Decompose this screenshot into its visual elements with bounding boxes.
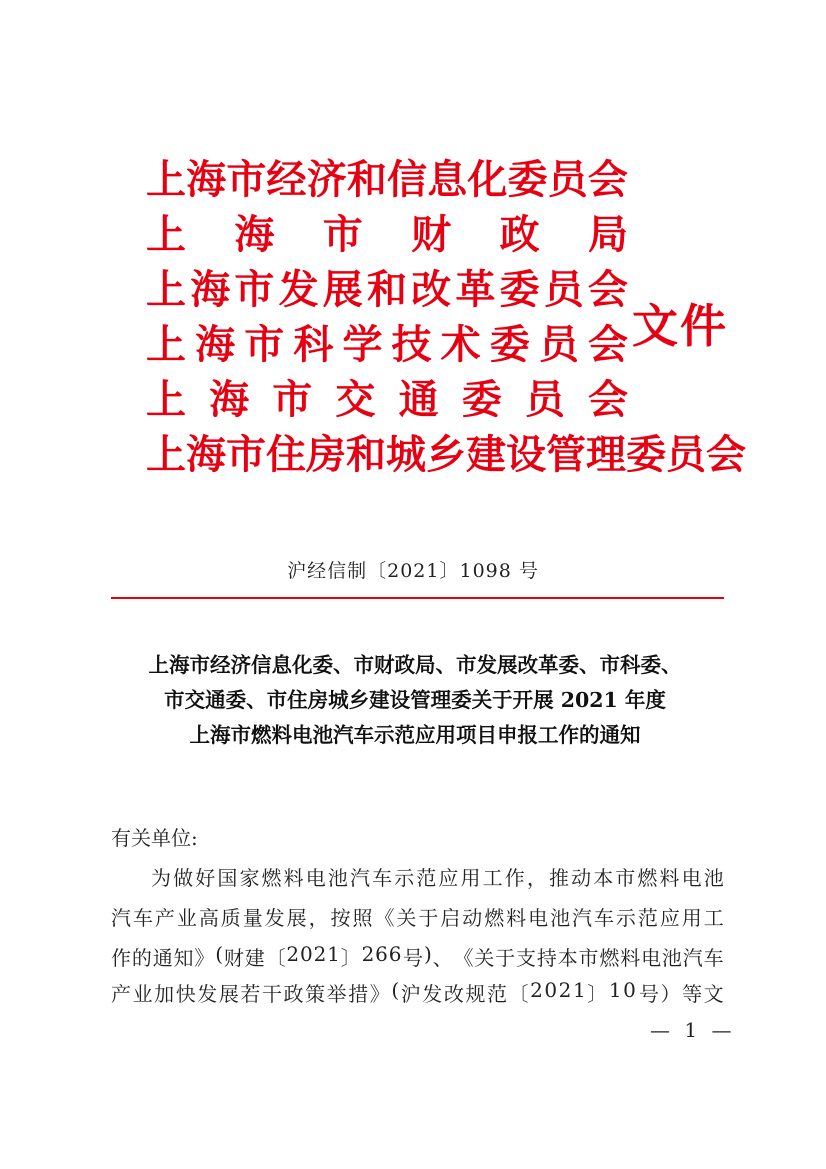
glyph: 示 [615, 906, 636, 930]
glyph: 革 [455, 266, 496, 313]
glyph: 料 [506, 906, 527, 930]
glyph: 范 [416, 866, 437, 890]
glyph: 员 [524, 376, 565, 423]
glyph: 做 [173, 866, 194, 890]
glyph: 工 [482, 866, 503, 890]
glyph: 电 [528, 906, 549, 930]
glyph: 上 [146, 211, 186, 258]
glyph: 产 [111, 982, 131, 1006]
glyph: 于 [495, 946, 516, 970]
glyph: 动 [462, 906, 483, 930]
glyph: 2 [286, 942, 300, 966]
glyph: 术 [440, 321, 481, 368]
glyph: ， [308, 906, 329, 930]
glyph: 燃 [637, 866, 658, 890]
glyph: 电 [305, 866, 326, 890]
page-number: — 1 — [650, 1018, 736, 1042]
glyph: 等 [682, 982, 703, 1006]
issuer-line [146, 427, 746, 482]
glyph: 业 [132, 982, 153, 1006]
glyph: 会 [587, 321, 628, 368]
title-line: 上海市经济信息化委、市财政局、市发展改革委、市科委、 [148, 653, 682, 677]
glyph: 好 [195, 866, 216, 890]
notice-title [100, 648, 730, 753]
glyph: 加 [154, 982, 175, 1006]
glyph: 范 [637, 906, 658, 930]
glyph: 和 [346, 156, 387, 203]
glyph: 用 [460, 866, 481, 890]
glyph: ) [423, 942, 432, 966]
glyph: 的 [131, 946, 152, 970]
glyph: 展 [218, 982, 239, 1006]
glyph: 作 [504, 866, 525, 890]
glyph: 市 [578, 946, 599, 970]
glyph: 示 [394, 866, 415, 890]
glyph: 政 [499, 211, 540, 258]
glyph: 质 [220, 906, 241, 930]
glyph: 通 [152, 946, 173, 970]
glyph: 市 [615, 866, 636, 890]
glyph: 《 [453, 946, 474, 970]
glyph: 通 [398, 376, 439, 423]
glyph: 6 [388, 942, 402, 966]
glyph: 息 [427, 156, 468, 203]
glyph: 动 [571, 866, 592, 890]
red-divider [111, 597, 724, 599]
glyph: 员 [666, 431, 706, 478]
glyph: 上 [146, 321, 186, 368]
glyph: 和 [366, 266, 407, 313]
glyph: 上 [146, 431, 186, 478]
issuer-line [146, 152, 628, 207]
glyph: 本 [557, 946, 578, 970]
glyph: 2 [530, 978, 543, 1002]
glyph: 沪 [400, 982, 421, 1006]
glyph: 城 [386, 431, 426, 478]
glyph: 海 [186, 156, 227, 203]
glyph: 海 [195, 321, 236, 368]
glyph: 住 [266, 431, 306, 478]
issuer-line [146, 262, 628, 317]
glyph: 家 [239, 866, 260, 890]
glyph: 汽 [349, 866, 370, 890]
glyph: 〔 [508, 982, 529, 1006]
glyph: 池 [327, 866, 348, 890]
title-line: 上海市燃料电池汽车示范应用项目申报工作的通知 [189, 723, 641, 747]
glyph: 关 [396, 906, 417, 930]
glyph: 照 [352, 906, 373, 930]
glyph: 量 [242, 906, 263, 930]
glyph: 海 [186, 431, 226, 478]
glyph: 设 [506, 431, 546, 478]
glyph: 》 [194, 946, 215, 970]
glyph: 发 [278, 266, 319, 313]
glyph: 持 [536, 946, 557, 970]
glyph: 干 [261, 982, 282, 1006]
glyph: 车 [372, 866, 393, 890]
issuer-line [146, 207, 628, 262]
glyph: 0 [623, 978, 636, 1002]
glyph: ( [215, 942, 224, 966]
glyph: 池 [703, 866, 724, 890]
glyph: 市 [244, 321, 285, 368]
glyph: 国 [217, 866, 238, 890]
glyph: 委 [499, 266, 540, 313]
glyph: ， [526, 866, 547, 890]
glyph: 委 [507, 156, 548, 203]
glyph: 车 [132, 906, 153, 930]
glyph: 2 [558, 978, 572, 1002]
glyph: 理 [586, 431, 626, 478]
glyph: 财 [223, 946, 244, 970]
glyph: 员 [543, 266, 584, 313]
glyph: 规 [465, 982, 486, 1006]
glyph: 会 [706, 431, 746, 478]
glyph: 工 [703, 906, 724, 930]
glyph: 建 [466, 431, 506, 478]
glyph: 委 [626, 431, 666, 478]
body-line [111, 902, 724, 931]
glyph: 应 [438, 866, 459, 890]
glyph: 委 [461, 376, 502, 423]
glyph: 市 [272, 376, 313, 423]
glyph: 车 [703, 946, 724, 970]
glyph: ( [391, 978, 400, 1002]
glyph: 高 [198, 906, 219, 930]
glyph: 〔 [265, 946, 286, 970]
glyph: 》 [369, 982, 390, 1006]
glyph: 济 [306, 156, 347, 203]
glyph: 产 [154, 906, 175, 930]
glyph: 快 [175, 982, 196, 1006]
glyph: 上 [146, 266, 186, 313]
glyph: 〕 [587, 982, 608, 1006]
glyph: 会 [587, 376, 628, 423]
glyph: 汽 [111, 906, 131, 930]
glyph: 作 [111, 946, 131, 970]
glyph: 料 [659, 866, 680, 890]
glyph: 为 [151, 866, 171, 890]
glyph: 号 [638, 982, 659, 1006]
glyph: 燃 [484, 906, 505, 930]
glyph: 员 [547, 156, 588, 203]
glyph: 市 [226, 156, 267, 203]
document-label: 文件 [632, 299, 728, 353]
glyph: 改 [411, 266, 452, 313]
glyph: 市 [234, 266, 275, 313]
glyph: 上 [146, 376, 186, 423]
glyph: 展 [286, 906, 307, 930]
glyph: 0 [299, 942, 313, 966]
body-line [111, 978, 724, 1007]
glyph: 料 [283, 866, 304, 890]
glyph: 员 [538, 321, 579, 368]
glyph: 措 [348, 982, 369, 1006]
body-line [111, 942, 724, 971]
glyph: 燃 [599, 946, 620, 970]
glyph: 会 [587, 156, 628, 203]
glyph: 池 [661, 946, 682, 970]
glyph: 汽 [572, 906, 593, 930]
glyph: 按 [330, 906, 351, 930]
glyph: 电 [641, 946, 662, 970]
glyph: 6 [375, 942, 388, 966]
glyph: 管 [546, 431, 586, 478]
glyph: 发 [197, 982, 218, 1006]
glyph: 业 [176, 906, 197, 930]
glyph: 、 [432, 946, 453, 970]
glyph: 燃 [261, 866, 282, 890]
glyph: 策 [305, 982, 326, 1006]
glyph: 海 [209, 376, 250, 423]
glyph: 委 [489, 321, 530, 368]
glyph: 学 [342, 321, 383, 368]
glyph: 经 [266, 156, 307, 203]
glyph: 局 [587, 211, 628, 258]
glyph: 2 [313, 942, 327, 966]
issuer-line [146, 372, 628, 427]
glyph: 用 [681, 906, 702, 930]
glyph: 科 [293, 321, 334, 368]
glyph: 汽 [682, 946, 703, 970]
glyph: 财 [411, 211, 452, 258]
glyph: 号 [403, 946, 424, 970]
glyph: 知 [173, 946, 194, 970]
glyph: 发 [264, 906, 285, 930]
glyph: 技 [391, 321, 432, 368]
salutation: 有关单位: [111, 826, 198, 850]
glyph: 1 [327, 942, 340, 966]
glyph: 会 [587, 266, 628, 313]
glyph: 发 [422, 982, 443, 1006]
glyph: 市 [226, 431, 266, 478]
glyph: 建 [244, 946, 265, 970]
glyph: 展 [322, 266, 363, 313]
glyph: ） [660, 982, 681, 1006]
glyph: 于 [418, 906, 439, 930]
glyph: 2 [361, 942, 375, 966]
glyph: 支 [516, 946, 537, 970]
glyph: 乡 [426, 431, 466, 478]
glyph: 料 [620, 946, 641, 970]
glyph: 交 [335, 376, 376, 423]
glyph: 池 [550, 906, 571, 930]
glyph: 关 [474, 946, 495, 970]
glyph: 改 [443, 982, 464, 1006]
document-number: 沪经信制〔2021〕1098 号 [287, 560, 539, 582]
glyph: 电 [681, 866, 702, 890]
glyph: 化 [467, 156, 508, 203]
glyph: 0 [544, 978, 558, 1002]
glyph: 海 [234, 211, 275, 258]
glyph: 海 [190, 266, 231, 313]
glyph: 政 [283, 982, 304, 1006]
glyph: 和 [346, 431, 386, 478]
glyph: 范 [486, 982, 507, 1006]
title-line: 市交通委、市住房城乡建设管理委关于开展 2021 年度 [164, 688, 666, 712]
glyph: 文 [703, 982, 724, 1006]
glyph: 1 [572, 978, 586, 1002]
glyph: 本 [593, 866, 614, 890]
glyph: 推 [548, 866, 569, 890]
glyph: 应 [659, 906, 680, 930]
glyph: 信 [387, 156, 428, 203]
glyph: 《 [374, 906, 395, 930]
body-line [151, 862, 724, 891]
glyph: 启 [440, 906, 461, 930]
glyph: 〕 [340, 946, 361, 970]
glyph: 举 [326, 982, 347, 1006]
issuer-line [146, 317, 628, 372]
glyph: 房 [306, 431, 346, 478]
glyph: 若 [240, 982, 261, 1006]
glyph: 市 [322, 211, 363, 258]
glyph: 车 [593, 906, 614, 930]
glyph: 上 [146, 156, 186, 203]
glyph: 1 [608, 978, 622, 1002]
